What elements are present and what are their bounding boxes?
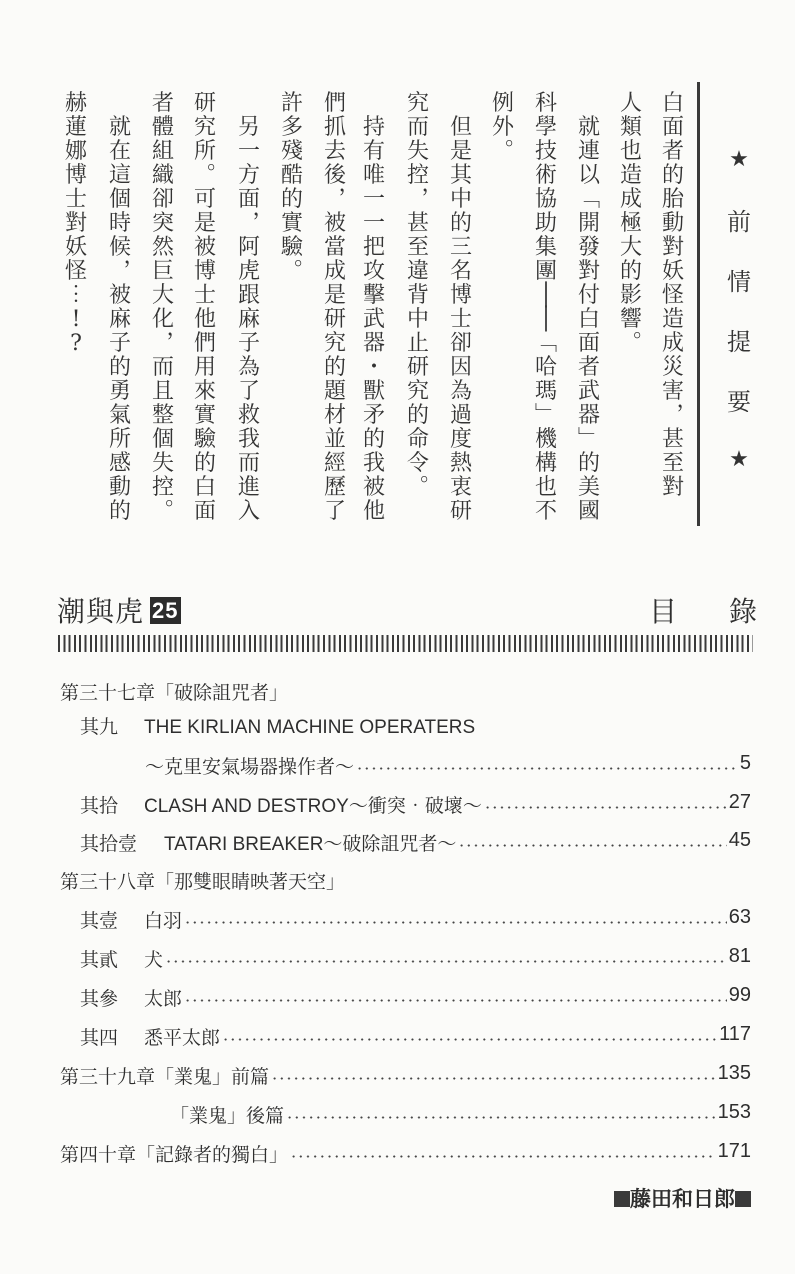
synopsis-title-char: 前	[727, 208, 751, 236]
synopsis-title	[724, 140, 754, 500]
toc-page-number: 171	[717, 1140, 751, 1162]
toc-entry-row	[0, 1023, 795, 1053]
hatched-divider	[58, 635, 753, 652]
toc-entry-label	[80, 1023, 220, 1050]
dot-leader	[184, 999, 727, 1002]
toc-entry-prefix: 其貳	[80, 949, 119, 971]
synopsis-title-char: 提	[727, 328, 751, 356]
synopsis-column: 許 多 殘 酷 的 實 驗 ︒	[280, 91, 303, 284]
toc-entry-label	[60, 1062, 269, 1089]
toc-page-number: 81	[728, 945, 751, 967]
toc-entry-row	[0, 791, 795, 821]
toc-label	[649, 590, 757, 630]
synopsis-column: 科 學 技 術 協 助 集 團 │ │ ﹁ 哈 瑪 ﹂ 機 構 也 不	[534, 91, 557, 524]
toc-entry-title: 悉平太郎	[144, 1027, 221, 1049]
toc-entry-prefix: 其四	[80, 1027, 119, 1049]
synopsis-column: 另 一 方 面 ︐ 阿 虎 跟 麻 子 為 了 救 我 而 進 入	[237, 115, 260, 524]
toc-page-number: 135	[717, 1062, 751, 1084]
synopsis-column: 們 抓 去 後 ︐ 被 當 成 是 研 究 的 題 材 並 經 歷 了	[323, 91, 346, 524]
toc-chapter-row	[0, 867, 795, 897]
toc-entry-prefix: 其拾壹	[80, 833, 138, 855]
synopsis-divider	[697, 82, 700, 526]
toc-chapter-row	[0, 1140, 795, 1170]
toc-entry-title: ～克里安氣場器操作者～	[145, 756, 355, 778]
dot-leader	[165, 960, 727, 963]
dot-leader	[286, 1116, 716, 1119]
dot-leader	[484, 806, 727, 809]
toc-entry-row	[0, 712, 795, 742]
toc-entry-prefix: 其參	[80, 988, 119, 1010]
toc-page-number: 99	[728, 984, 751, 1006]
toc-entry-title: 太郎	[144, 988, 183, 1010]
square-icon	[735, 1191, 751, 1207]
toc-entry-row	[0, 906, 795, 936]
toc-entry-title: 白羽	[144, 910, 183, 932]
synopsis-column: 持 有 唯 一 一 把 攻 擊 武 器 ・ 獸 矛 的 我 被 他	[362, 115, 385, 524]
toc-label-char: 目	[648, 595, 677, 628]
synopsis-column: 者 體 組 織 卻 突 然 巨 大 化 ︐ 而 且 整 個 失 控 ︒	[151, 91, 174, 524]
toc-entry-prefix: 其壹	[80, 910, 119, 932]
toc-entry-label	[170, 1101, 284, 1128]
toc-entry-title: 犬	[144, 949, 164, 971]
star-icon: ★	[729, 447, 749, 472]
book-title-text: 潮與虎	[57, 595, 145, 628]
dot-leader	[290, 1155, 716, 1158]
toc-entry-title: CLASH AND DESTROY～衝突‧破壞～	[144, 796, 482, 817]
synopsis-column: 究 而 失 控 ︐ 甚 至 違 背 中 止 研 究 的 命 令 ︒	[406, 91, 429, 500]
toc-chapter-row	[0, 1062, 795, 1092]
toc-entry-label	[80, 984, 182, 1011]
dot-leader	[271, 1077, 716, 1080]
toc-chapter-row	[0, 678, 795, 708]
toc-header	[57, 590, 757, 630]
toc-entry-row	[0, 1101, 795, 1131]
toc-entry-row	[0, 829, 795, 859]
toc-page-number: 27	[728, 791, 751, 813]
author-credit	[614, 1183, 751, 1213]
toc-entry-label	[60, 678, 288, 705]
dot-leader	[184, 921, 727, 924]
toc-entry-row	[0, 752, 795, 782]
volume-badge: 25	[152, 598, 179, 623]
toc-entry-title: THE KIRLIAN MACHINE OPERATERS	[144, 717, 476, 738]
toc-entry-title: 第三十八章「那雙眼睛映著天空」	[60, 871, 346, 893]
synopsis-title-char: 情	[727, 268, 751, 296]
toc-entry-row	[0, 945, 795, 975]
toc-entry-label	[80, 945, 163, 972]
dot-leader	[458, 844, 727, 847]
toc-page-number: 117	[719, 1023, 751, 1045]
toc-entry-row	[0, 984, 795, 1014]
synopsis-column: 但 是 其 中 的 三 名 博 士 卻 因 為 過 度 熱 衷 研	[449, 115, 472, 524]
dot-leader	[356, 767, 738, 770]
toc-entry-title: TATARI BREAKER～破除詛咒者～	[164, 834, 457, 855]
toc-page-number: 5	[739, 752, 751, 774]
synopsis-title-char: 要	[727, 388, 751, 416]
toc-entry-label	[145, 752, 354, 779]
synopsis-column: 研 究 所 ︒ 可 是 被 博 士 他 們 用 來 實 驗 的 白 面	[193, 91, 216, 524]
synopsis-column: 人 類 也 造 成 極 大 的 影 響 ︒	[619, 91, 642, 356]
toc-entry-title: 「業鬼」後篇	[170, 1105, 285, 1127]
toc-entry-prefix: 其九	[80, 716, 119, 738]
toc-entry-label	[80, 712, 475, 739]
toc-page-number: 45	[728, 829, 751, 851]
toc-entry-label	[80, 906, 182, 933]
toc-entry-label	[60, 867, 345, 894]
toc-page-number: 63	[728, 906, 751, 928]
dot-leader	[222, 1038, 717, 1041]
toc-label-char: 錄	[728, 595, 757, 628]
book-title	[57, 590, 181, 630]
synopsis-column: 就 在 這 個 時 候 ︐ 被 麻 子 的 勇 氣 所 感 動 的	[108, 115, 131, 524]
synopsis-column: 赫 蓮 娜 博 士 對 妖 怪 ︙ ! ?	[64, 91, 87, 356]
toc-entry-label	[60, 1140, 288, 1167]
synopsis-column: 例 外 ︒	[491, 91, 514, 164]
synopsis-column: 就 連 以 ﹁ 開 發 對 付 白 面 者 武 器 ﹂ 的 美 國	[577, 115, 600, 524]
star-icon: ★	[729, 147, 749, 172]
square-icon	[614, 1191, 630, 1207]
synopsis-column: 白 面 者 的 胎 動 對 妖 怪 造 成 災 害 ︐ 甚 至 對	[661, 91, 684, 500]
toc-entry-label	[80, 829, 456, 856]
toc-page-number: 153	[717, 1101, 751, 1123]
toc-entry-prefix: 其拾	[80, 795, 119, 817]
toc-entry-title: 第三十九章「業鬼」前篇	[60, 1066, 270, 1088]
author-name: 藤田和日郎	[630, 1187, 735, 1211]
toc-entry-title: 第三十七章「破除詛咒者」	[60, 682, 289, 704]
synopsis-section	[0, 0, 795, 560]
toc-entry-label	[80, 791, 482, 818]
toc-entry-title: 第四十章「記錄者的獨白」	[60, 1144, 289, 1166]
